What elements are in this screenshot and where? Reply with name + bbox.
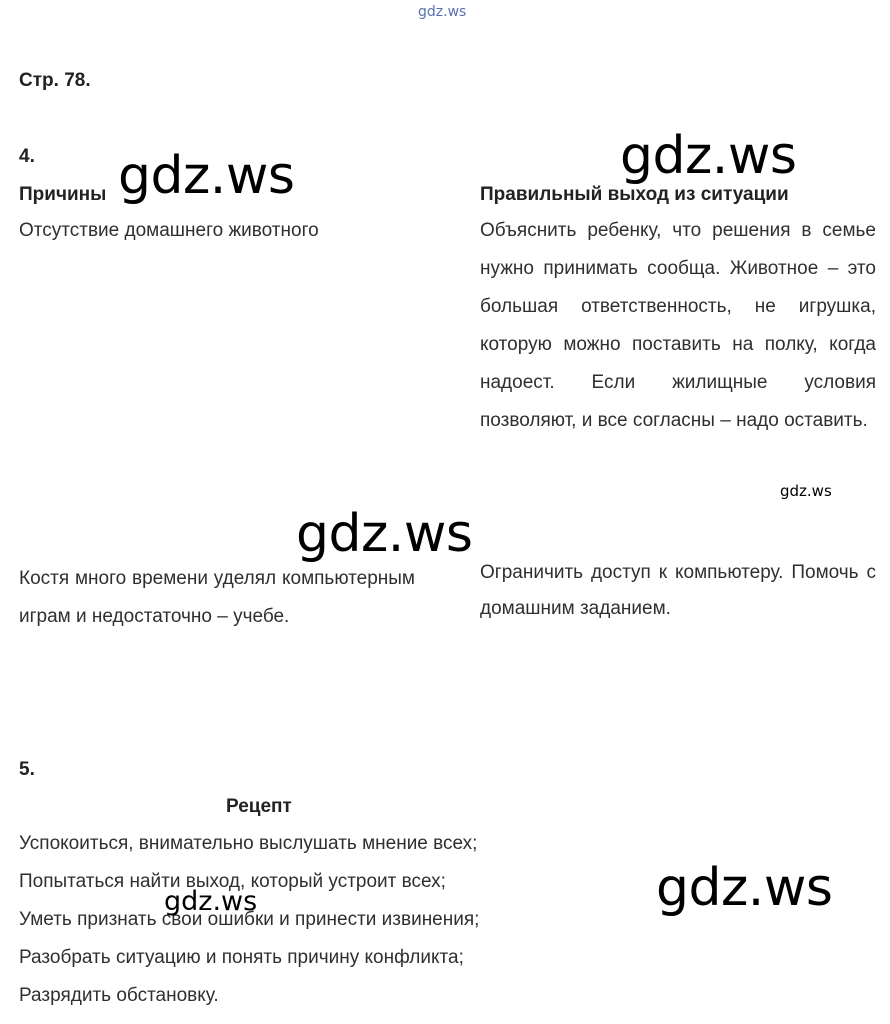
task-5-number: 5. — [19, 759, 35, 780]
recipe-item: Разобрать ситуацию и понять причину конфликта; — [19, 947, 464, 968]
task-4-number: 4. — [19, 146, 35, 167]
watermark-2: gdz.ws — [620, 126, 797, 186]
watermark-1: gdz.ws — [118, 146, 295, 206]
cause-2: Костя много времени уделял компьютерным играм и недостаточно – учебе. — [19, 568, 415, 627]
cause-1: Отсутствие домашнего животного — [19, 220, 319, 241]
solutions-header: Правильный выход из ситуации — [480, 184, 789, 205]
recipe-title: Рецепт — [226, 796, 292, 817]
recipe-item: Разрядить обстановку. — [19, 985, 219, 1006]
recipe-item: Попытаться найти выход, который устроит всех; — [19, 871, 446, 892]
watermark-6: gdz.ws — [164, 886, 258, 917]
watermark-5: gdz.ws — [656, 858, 833, 918]
recipe-item: Успокоиться, внимательно выслушать мнение всех; — [19, 833, 478, 854]
watermark-3: gdz.ws — [780, 482, 832, 500]
page-reference: Стр. 78. — [19, 70, 91, 91]
solution-2: Ограничить доступ к компьютеру. Помочь с домашним заданием. — [480, 562, 876, 619]
top-watermark: gdz.ws — [418, 4, 467, 20]
recipe-list — [19, 825, 479, 1015]
watermark-4: gdz.ws — [296, 504, 473, 564]
solution-1: Объяснить ребенку, что решения в семье нужно принимать сообща. Животное – это большая ответственность, не игрушка, которую можно поставить на полку, когда надоест. Если жилищные условия позволяют, и все согласны – надо оставить. — [480, 220, 876, 431]
causes-header: Причины — [19, 184, 107, 205]
recipe-item: Уметь признать свои ошибки и принести извинения; — [19, 909, 480, 930]
